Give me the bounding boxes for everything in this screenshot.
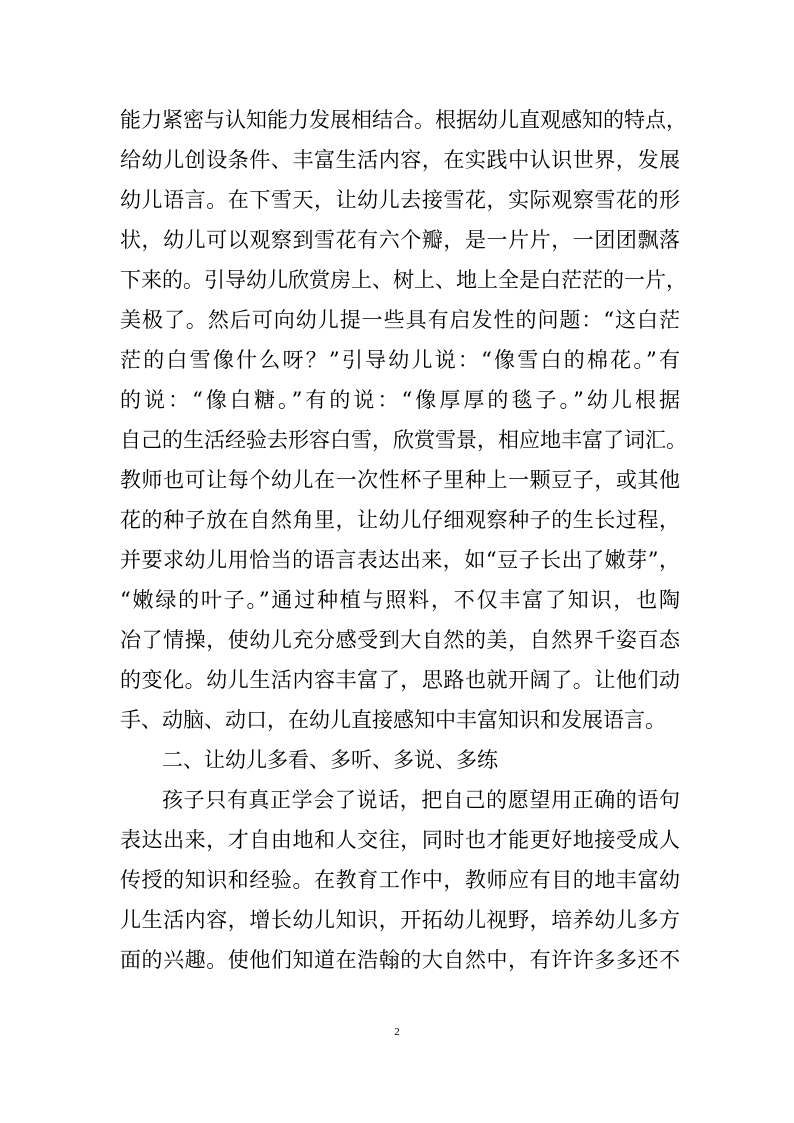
paragraph-line: 手、动脑、动口，在幼儿直接感知中丰富知识和发展语言。 <box>120 708 666 732</box>
paragraph-line: 状，幼儿可以观察到雪花有六个瓣，是一片片，一团团飘落 <box>120 228 680 252</box>
page-number: 2 <box>394 1026 400 1038</box>
paragraph-line: 自己的生活经验去形容白雪，欣赏雪景，相应地丰富了词汇。 <box>120 428 687 452</box>
paragraph-line: 美极了。然后可向幼儿提一些具有启发性的问题：“这白茫 <box>120 308 680 332</box>
paragraph-line: 面的兴趣。使他们知道在浩翰的大自然中，有许许多多还不 <box>120 948 680 972</box>
paragraph-line: 的变化。幼儿生活内容丰富了，思路也就开阔了。让他们动 <box>120 668 680 692</box>
paragraph-line: 的说：“像白糖。”有的说：“像厚厚的毯子。”幼儿根据 <box>120 388 680 412</box>
paragraph-line: 下来的。引导幼儿欣赏房上、树上、地上全是白茫茫的一片， <box>120 268 687 292</box>
paragraph-line: 幼儿语言。在下雪天，让幼儿去接雪花，实际观察雪花的形 <box>120 188 680 212</box>
section-heading: 二、让幼儿多看、多听、多说、多练 <box>162 748 498 772</box>
paragraph-line: 给幼儿创设条件、丰富生活内容，在实践中认识世界，发展 <box>120 148 680 172</box>
paragraph-line: 花的种子放在自然角里，让幼儿仔细观察种子的生长过程， <box>120 508 680 532</box>
paragraph-line: 传授的知识和经验。在教育工作中，教师应有目的地丰富幼 <box>120 868 680 892</box>
paragraph-line: 冶了情操，使幼儿充分感受到大自然的美，自然界千姿百态 <box>120 628 680 652</box>
paragraph-line: 能力紧密与认知能力发展相结合。根据幼儿直观感知的特点， <box>120 108 687 132</box>
paragraph-line: 表达出来，才自由地和人交往，同时也才能更好地接受成人 <box>120 828 680 852</box>
paragraph-line: 茫的白雪像什么呀？”引导幼儿说：“像雪白的棉花。”有 <box>120 348 680 372</box>
paragraph-line: “嫩绿的叶子。”通过种植与照料，不仅丰富了知识，也陶 <box>120 588 680 612</box>
paragraph-line: 并要求幼儿用恰当的语言表达出来，如“豆子长出了嫩芽”， <box>120 548 680 572</box>
paragraph-line: 儿生活内容，增长幼儿知识，开拓幼儿视野，培养幼儿多方 <box>120 908 680 932</box>
paragraph-line: 教师也可让每个幼儿在一次性杯子里种上一颗豆子，或其他 <box>120 468 680 492</box>
paragraph-line: 孩子只有真正学会了说话，把自己的愿望用正确的语句 <box>162 788 680 812</box>
